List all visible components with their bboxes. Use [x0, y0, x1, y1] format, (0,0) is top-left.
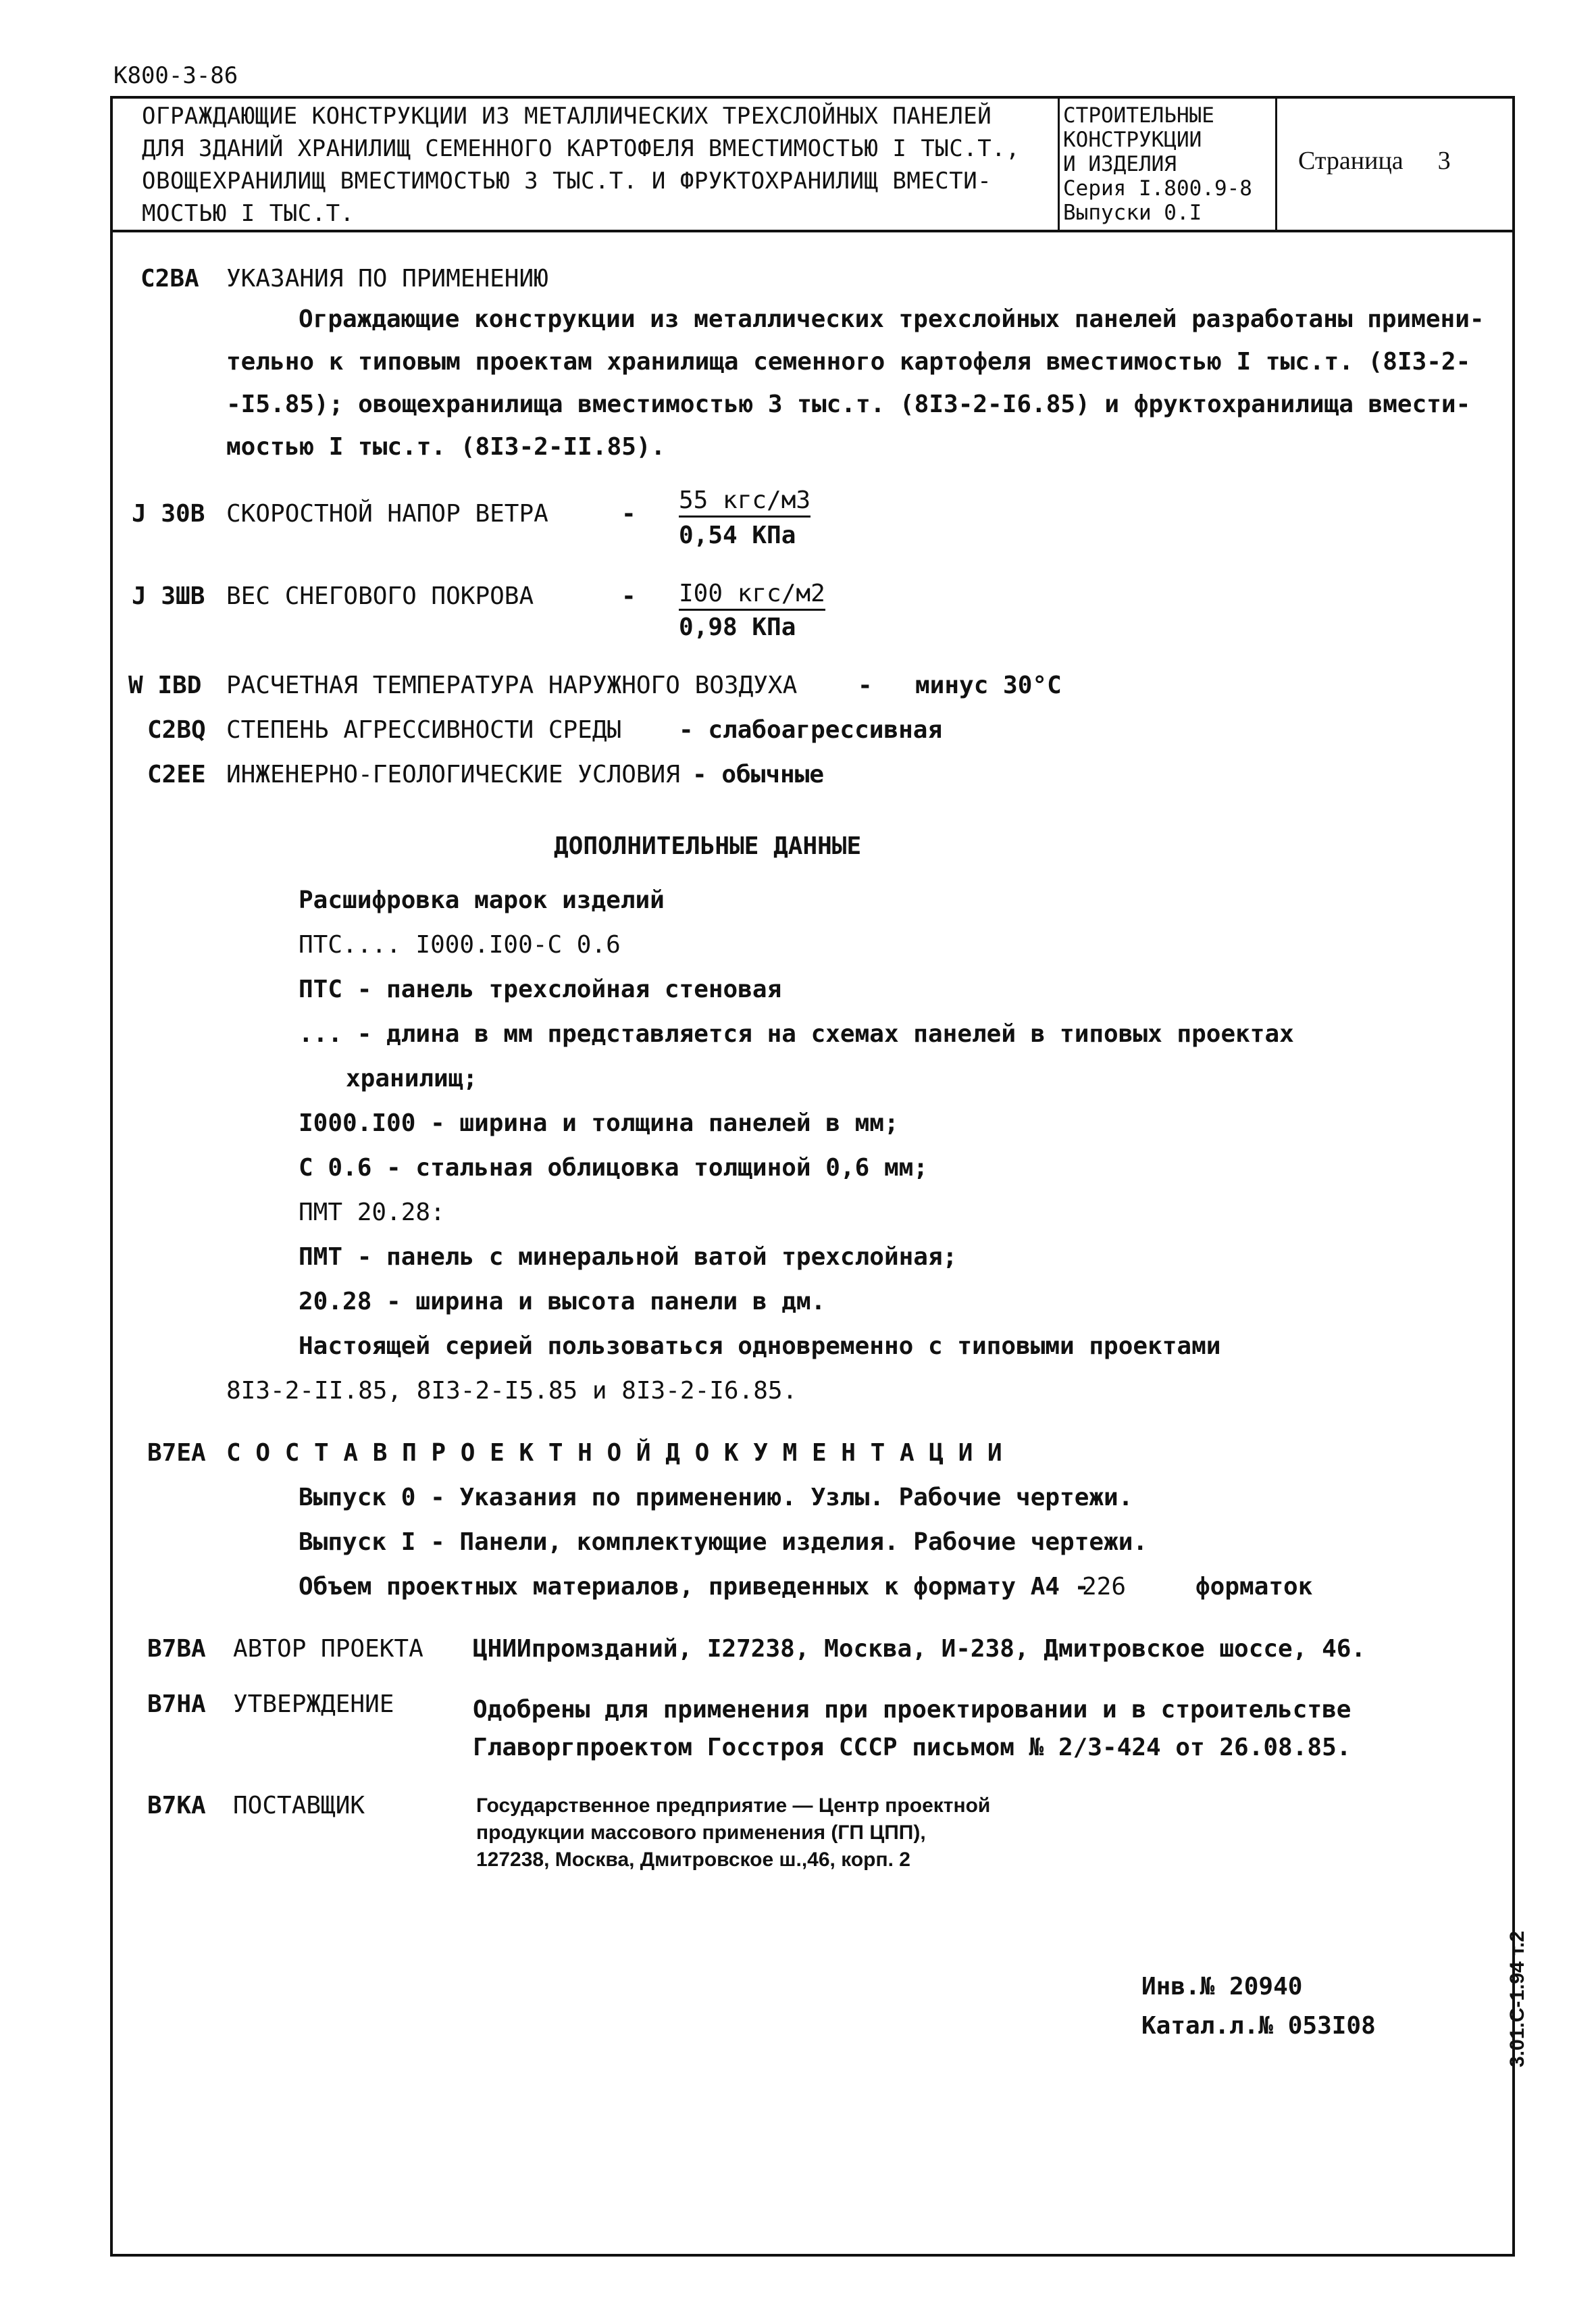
- wind-value-kgs: 55 кгс/м3: [679, 486, 810, 518]
- author-value: ЦНИИпромзданий, I27238, Москва, И-238, Дмитровское шоссе, 46.: [473, 1635, 1366, 1663]
- header-divider: [110, 230, 1515, 232]
- document-code: К800-3-86: [113, 62, 238, 89]
- usage-paragraph-line-1: Ограждающие конструкции из металлических трехслойных панелей разработаны примени-: [299, 305, 1485, 333]
- additional-line-12: 8I3-2-II.85, 8I3-2-I5.85 и 8I3-2-I6.85.: [226, 1377, 798, 1405]
- approval-label: УТВЕРЖДЕНИЕ: [233, 1690, 394, 1718]
- snow-value-kgs: I00 кгс/м2: [679, 580, 825, 611]
- aggressiveness-label: СТЕПЕНЬ АГРЕССИВНОСТИ СРЕДЫ: [226, 716, 622, 744]
- supplier-line-1: Государственное предприятие — Центр проектной: [476, 1794, 991, 1817]
- composition-heading: С О С Т А В П Р О Е К Т Н О Й Д О К У М Е Н Т А Ц И И: [226, 1439, 1002, 1467]
- header-title-line-4: МОСТЬЮ I ТЫС.Т.: [142, 200, 355, 227]
- section-code-wind: J 30В: [132, 500, 205, 528]
- catalog-number: Катал.л.№ 053I08: [1141, 2012, 1376, 2040]
- snow-label: ВЕС СНЕГОВОГО ПОКРОВА: [226, 582, 534, 610]
- approval-line-2: Главоргпроектом Госстроя СССР письмом № 2/3-424 от 26.08.85.: [473, 1734, 1352, 1761]
- page-label: Страница: [1298, 147, 1404, 175]
- additional-data-heading: ДОПОЛНИТЕЛЬНЫЕ ДАННЫЕ: [554, 832, 862, 860]
- usage-paragraph-line-2: тельно к типовым проектам хранилища семенного картофеля вместимостью I тыс.т. (8I3-2-: [226, 348, 1471, 376]
- additional-line-7: С 0.6 - стальная облицовка толщиной 0,6 мм;: [299, 1154, 928, 1182]
- snow-value-kpa: 0,98 КПа: [679, 613, 796, 641]
- composition-volume-text: Объем проектных материалов, приведенных к формату А4 -: [299, 1573, 1089, 1601]
- temperature-value: минус 30°С: [915, 672, 1062, 699]
- additional-line-4: ... - длина в мм представляется на схемах панелей в типовых проектах: [299, 1020, 1294, 1048]
- composition-volume-unit: форматок: [1195, 1573, 1313, 1601]
- additional-line-3: ПТС - панель трехслойная стеновая: [299, 976, 782, 1003]
- header-series-line-3: И ИЗДЕЛИЯ: [1063, 152, 1177, 176]
- usage-paragraph-line-4: мостью I тыс.т. (8I3-2-II.85).: [226, 433, 666, 461]
- composition-issue-0: Выпуск 0 - Указания по применению. Узлы. Рабочие чертежи.: [299, 1484, 1133, 1511]
- additional-line-6: I000.I00 - ширина и толщина панелей в мм;: [299, 1109, 899, 1137]
- header-title-line-2: ДЛЯ ЗДАНИЙ ХРАНИЛИЩ СЕМЕННОГО КАРТОФЕЛЯ ВМЕСТИМОСТЬЮ I ТЫС.Т.,: [142, 135, 1021, 162]
- additional-line-8: ПМТ 20.28:: [299, 1199, 445, 1226]
- inventory-number: Инв.№ 20940: [1141, 1973, 1303, 2001]
- header-series-line-5: Выпуски 0.I: [1063, 201, 1202, 225]
- geology-label: ИНЖЕНЕРНО-ГЕОЛОГИЧЕСКИЕ УСЛОВИЯ: [226, 761, 680, 788]
- section-code-snow: J 3ШВ: [132, 582, 205, 610]
- temperature-dash: -: [858, 672, 873, 699]
- section-code-approval: В7НА: [147, 1690, 206, 1718]
- header-title-line-1: ОГРАЖДАЮЩИЕ КОНСТРУКЦИИ ИЗ МЕТАЛЛИЧЕСКИХ ТРЕХСЛОЙНЫХ ПАНЕЛЕЙ: [142, 103, 992, 130]
- aggressiveness-value: - слабоагрессивная: [679, 716, 943, 744]
- header-series-line-1: СТРОИТЕЛЬНЫЕ: [1063, 103, 1214, 128]
- supplier-line-2: продукции массового применения (ГП ЦПП),: [476, 1821, 926, 1844]
- section-code-composition: В7ЕА: [147, 1439, 206, 1467]
- supplier-line-3: 127238, Москва, Дмитровское ш.,46, корп. 2: [476, 1848, 910, 1871]
- section-code-author: В7ВА: [147, 1635, 206, 1663]
- temperature-label: РАСЧЕТНАЯ ТЕМПЕРАТУРА НАРУЖНОГО ВОЗДУХА: [226, 672, 798, 699]
- additional-line-10: 20.28 - ширина и высота панели в дм.: [299, 1288, 826, 1315]
- composition-volume-value: 226: [1082, 1573, 1127, 1601]
- geology-value: - обычные: [692, 761, 825, 788]
- composition-issue-1: Выпуск I - Панели, комплектующие изделия. Рабочие чертежи.: [299, 1528, 1148, 1556]
- additional-line-1: Расшифровка марок изделий: [299, 886, 665, 914]
- section-code-temperature: W IВD: [128, 672, 202, 699]
- additional-line-9: ПМТ - панель с минеральной ватой трехслойная;: [299, 1243, 958, 1271]
- approval-line-1: Одобрены для применения при проектировании и в строительстве: [473, 1696, 1352, 1724]
- header-divider-vertical-2: [1275, 96, 1277, 231]
- section-code-usage: С2ВА: [140, 265, 199, 293]
- document-stamp: 3.01.С-1.94 т.2: [1506, 1930, 1528, 2067]
- section-code-supplier: В7КА: [147, 1792, 206, 1819]
- header-divider-vertical-1: [1058, 96, 1060, 231]
- header-title-line-3: ОВОЩЕХРАНИЛИЩ ВМЕСТИМОСТЬЮ 3 ТЫС.Т. И ФРУКТОХРАНИЛИЩ ВМЕСТИ-: [142, 168, 992, 195]
- header-series-line-4: Серия I.800.9-8: [1063, 176, 1252, 201]
- usage-paragraph-line-3: -I5.85); овощехранилища вместимостью 3 тыс.т. (8I3-2-I6.85) и фруктохранилища вмести-: [226, 391, 1471, 418]
- additional-line-2: ПТС.... I000.I00-С 0.6: [299, 931, 621, 959]
- wind-dash: -: [621, 500, 636, 528]
- wind-value-kpa: 0,54 КПа: [679, 522, 796, 549]
- additional-line-11: Настоящей серией пользоваться одновременно с типовыми проектами: [299, 1332, 1221, 1360]
- supplier-label: ПОСТАВЩИК: [233, 1792, 365, 1819]
- header-series-line-2: КОНСТРУКЦИИ: [1063, 128, 1202, 152]
- section-code-geology: С2ЕЕ: [147, 761, 206, 788]
- section-code-aggressiveness: С2ВQ: [147, 716, 206, 744]
- additional-line-5: хранилищ;: [346, 1065, 478, 1092]
- page-number-cell: [1298, 146, 1451, 176]
- section-heading-usage: УКАЗАНИЯ ПО ПРИМЕНЕНИЮ: [226, 265, 548, 293]
- page-number: 3: [1437, 147, 1451, 175]
- snow-dash: -: [621, 582, 636, 610]
- author-label: АВТОР ПРОЕКТА: [233, 1635, 423, 1663]
- wind-label: СКОРОСТНОЙ НАПОР ВЕТРА: [226, 500, 548, 528]
